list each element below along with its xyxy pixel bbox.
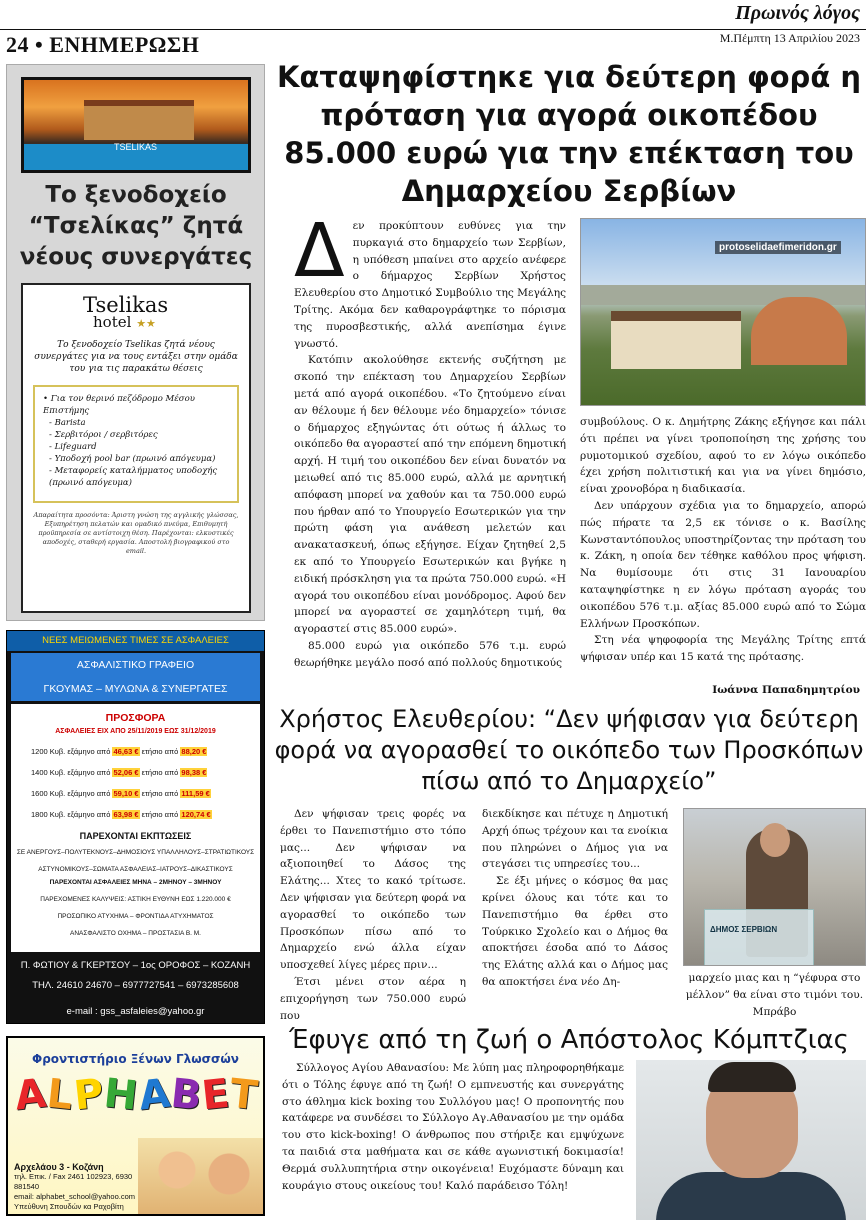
article3-paragraph: Σύλλογος Αγίου Αθανασίου: Με λύπη μας πληροφορηθήκαμε ότι ο Τόλης έφυγε από τη ζωή! Ο εμπνευστής και συνεργάτης στο άθλημα kick boxing του Συλλόγου μας! Ο προπονητής που κατάφερε να συνδέσει το Σύλλογο Αγ.Αθανασίου με την ομάδα του στο kick-boxing! Ο άνθρωπος που στήριξε και εμψύχωνε τα παιδιά στα μαθήματα και σε κάθε αγωνιστική δοκιμασία! Θερμά συλλυπητήρια στην οικογένεια! Ευχόμαστε δύναμη και κουράγιο στους οικείους του! Καλό παράδεισο Τόλη! (282, 1062, 624, 1192)
article1-byline: Ιωάννα Παπαδημητρίου (712, 684, 860, 696)
article2-paragraph: Σε έξι μήνες ο κόσμος θα μας κρίνει όλους και τότε και το Πανεπιστήμιο θα έρθει στο Τούρκικο Σχολείο και ο Δήμος θα αποκτήσει έσοδα από το Δάσος της Ελάτης αλλά και ο Δήμος μας θα αποκτήσει ένα νέο Δη- (482, 875, 668, 988)
hotel-flyer-footer: Απαραίτητα προσόντα: Άριστη γνώση της αγγλικής γλώσσας, Εξυπηρέτηση πελατών και ομαδικό πνεύμα, Επιθυμητή προϋπηρεσία σε αντίστοιχη θέση. Παρέχονται: ελκυστικές αποδοχές, σταθερή εργασία. Αποστολή βιογραφικού στο email. (33, 511, 239, 555)
position-item: - Lifeguard (49, 442, 97, 452)
price-row: 1600 Κυβ. εξάμηνο από 59,10 € ετήσιο από 111,59 € (31, 789, 210, 798)
article2-column-2 (482, 806, 668, 991)
article1-headline: Καταψηφίστηκε για δεύτερη φορά η πρόταση για αγορά οικοπέδου 85.000 ευρώ για την επέκταση του Δημαρχείου Σερβίων (277, 60, 861, 208)
monthly-line: ΠΑΡΕΧΟΝΤΑΙ ΑΣΦΑΛΕΙΕΣ ΜΗΝΑ – 2ΜΗΝΟΥ – 3ΜΗΝΟΥ (49, 879, 222, 886)
article1-paragraph: συμβούλους. Ο κ. Δημήτρης Ζάκης εξήγησε και πάλι ότι πρέπει να γίνει τροποποίηση της χρήσης του ρυμοτομικού σχεδίου, αφού το εν λόγω οικόπεδο έχει χρήση πολιτιστική και για να γίνει δημόσιο, είναι χρονοβόρα η διαδικασία. (580, 416, 866, 496)
article1-paragraph: Δεν υπάρχουν σχέδια για το δημαρχείο, απορώ πώς πήρατε τα 2,5 εκ τόνισε ο κ. Βασίλης Κωνσταντόπουλος υποστηρίζοντας την πρόταση του κ. Ζάκη, η οποία δεν τέθηκε καθόλου προς ψήφιση. Να θυμίσουμε ότι στις 31 Ιανουαρίου καταψηφίστηκε η εν λόγω πρόταση αγοράς του οικοπέδου 576 τ.μ. αξίας 85.000 ευρώ από το Σώμα Ελλήνων Προσκόπων. (580, 499, 866, 630)
insurance-phones: ΤΗΛ. 24610 24670 – 6977727541 – 6973285608 (32, 980, 239, 991)
hotel-photo (21, 77, 251, 173)
article1-paragraph: Κατόπιν ακολούθησε εκτενής συζήτηση με σκοπό την επέκταση του Δημαρχείου Σερβίων μετά από αγορά οικοπέδου. «Το ζητούμενο είναι αν θέλουμε ή δεν θέλουμε νέο δημαρχείο» τόνισε ο δήμαρχος εξηγώντας ότι ούτως ή άλλως το οικόπεδο θα αγοραστεί από την επόμενη δημοτική αρχή. Η τιμή του οικοπέδου δεν είναι δυνατόν να μειωθεί από τις 85.000 ευρώ, αλλά με αρνητική απόφαση μπορεί να χαθούν και τα 750.000 ευρώ που ήρθαν από το Υπουργείο Εσωτερικών για την πρώτη φάση για ανάθεση μελετών και ανακατασκευή, όπως εξήγησε. Είχαν ζητηθεί 2,5 εκ από το Υπουργείο Εσωτερικών και βγήκε η ειδική πρόσκληση για τα πρώτα 750.000 ευρώ. «Η αγορά του οικοπέδου είναι μονόδρομος. Αφού δεν μπορεί να αγοραστεί σε χαμηλότερη τιμή, θα αγοραστεί στις 85.000 ευρώ». (294, 354, 566, 636)
article1-paragraph: Στη νέα ψηφοφορία της Μεγάλης Τρίτης επτά ψήφισαν υπέρ και 15 κατά της πρότασης. (580, 634, 866, 664)
discount-line: ΑΣΤΥΝΟΜΙΚΟΥΣ–ΣΩΜΑΤΑ ΑΣΦΑΛΕΙΑΣ–ΙΑΤΡΟΥΣ–ΔΙΚΑΣΤΙΚΟΥΣ (38, 866, 233, 873)
position-item: - Barista (49, 418, 86, 428)
price-row: 1800 Κυβ. εξάμηνο από 63,98 € ετήσιο από 120,74 € (31, 810, 211, 819)
position-item: • Για τον θερινό πεζόδρομο Μέσου Επιστήμης (43, 394, 195, 416)
star-icon: ★★ (136, 317, 156, 330)
school-title: Φροντιστήριο Ξένων Γλωσσών (32, 1052, 239, 1066)
newspaper-name: Πρωινός λόγος (735, 2, 860, 24)
school-contact: Αρχελάου 3 - Κοζάνη τηλ. Επικ. / Fax 2461 102923, 6930 881540 email: alphabet_school@yahoo.com Υπεύθυνη Σπουδών κα Ραχοβίτη (14, 1162, 136, 1211)
masthead (0, 0, 866, 30)
photo-watermark: protoselidaefimeridon.gr (715, 241, 841, 254)
obituary-portrait (636, 1060, 866, 1220)
insurance-email: e-mail : gss_asfaleies@yahoo.gr (66, 1006, 205, 1017)
price-row: 1400 Κυβ. εξάμηνο από 52,06 € ετήσιο από 98,38 € (31, 768, 207, 777)
hotel-ad-title: Το ξενοδοχείο “Τσελίκας” ζητά νέους συνεργάτες (19, 182, 253, 270)
position-item: - Σερβιτόροι / σερβιτόρες (49, 430, 158, 440)
article2-photo-caption: μαρχείο μιας και η “γέφυρα στο μέλλον” θα είναι στο τιμόνι του. Μπράβο (685, 972, 864, 1018)
discounts-title: ΠΑΡΕΧΟΝΤΑΙ ΕΚΠΤΩΣΕΙΣ (79, 831, 192, 841)
hotel-ad (6, 64, 265, 621)
article2-paragraph: Δεν ψήφισαν τρεις φορές να έρθει το Πανεπιστήμιο στο τόπο μας... Δεν ψήφισαν να αξιοποιηθεί το Δάσος της Ελάτης... Χτες το κακό τρίτωσε. Δεν ψήφισαν για δεύτερη φορά να αγορασθεί το οικόπεδο των Προσκόπων πίσω από το Δημαρχείο ενώ άλλα είχαν υποσχεθεί λίγες μέρες πριν... (280, 808, 466, 972)
hotel-logo: Tselikas (83, 293, 169, 317)
hotel-logo-sub: hotel ★★ (93, 313, 156, 331)
hotel-flyer (21, 283, 251, 613)
article2-paragraph: Έτσι μένει στον αέρα η επιχορήγηση των 750.000 ευρώ που (280, 975, 466, 1022)
language-school-ad (6, 1036, 265, 1216)
article2-headline: Χρήστος Ελευθερίου: “Δεν ψήφισαν για δεύτερη φορά να αγορασθεί το οικόπεδο των Προσκόπων πίσω από το Δημαρχείο” (274, 705, 864, 795)
article3-body (282, 1060, 624, 1194)
podium-label: ΔΗΜΟΣ ΣΕΡΒΙΩΝ (710, 925, 778, 934)
offer-title: ΠΡΟΣΦΟΡΑ (105, 712, 166, 724)
hotel-flyer-intro: Το ξενοδοχείο Tselikas ζητά νέους συνεργάτες για να τους εντάξει στην ομάδα του για τις παρακάτω θέσεις (34, 340, 238, 374)
insurance-banner: ΝΕΕΣ ΜΕΙΩΜΕΝΕΣ ΤΙΜΕΣ ΣΕ ΑΣΦΑΛΕΙΕΣ (7, 631, 264, 651)
position-item: - Μεταφορείς καταλήμματος υποδοχής (πρωινό απόγευμα) (49, 466, 218, 488)
hotel-positions-box (33, 385, 239, 503)
coverage-line: ΠΡΟΣΩΠΙΚΟ ΑΤΥΧΗΜΑ – ΦΡΟΝΤΙΔΑ ΑΤΥΧΗΜΑΤΟΣ (57, 913, 214, 920)
insurance-ad (6, 630, 265, 1024)
children-photo (138, 1138, 265, 1216)
school-brand-logo: ALPHABET (12, 1070, 262, 1120)
price-row: 1200 Κυβ. εξάμηνο από 46,63 € ετήσιο από 88,20 € (31, 747, 207, 756)
insurance-offer-panel (11, 704, 260, 952)
insurance-contact (7, 956, 264, 1022)
article2-photo (683, 808, 866, 966)
article1-dropcap: Δ (294, 208, 345, 294)
issue-date: Μ.Πέμπτη 13 Απριλίου 2023 (719, 31, 860, 45)
hotel-photo-caption: TSELIKAS (114, 142, 158, 152)
article1-paragraph: 85.000 ευρώ για οικόπεδο 576 τ.μ. ευρώ θεωρήθηκε μεγάλο ποσό από πολλούς δημοτικούς (294, 639, 566, 669)
offer-dates: ΑΣΦΑΛΕΙΕΣ ΕΙΧ ΑΠΟ 25/11/2019 ΕΩΣ 31/12/2019 (55, 728, 216, 735)
insurance-header: ΑΣΦΑΛΙΣΤΙΚΟ ΓΡΑΦΕΙΟ ΓΚΟΥΜΑΣ – ΜΥΛΩΝΑ & ΣΥΝΕΡΓΑΤΕΣ (11, 653, 260, 701)
article1-paragraph: εν προκύπτουν ευθύνες για την πυρκαγιά στο δημαρχείο των Σερβίων, η υπόθεση μπαίνει στο αρχείο ανέφερε ο δήμαρχος Σερβίων Χρήστος Ελευθερίου στο Δημοτικό Συμβούλιο της Μεγάλης Τρίτης. Ακόμα δεν καθαρογράφτηκε το πόρισμα της πυροσβεστικής, αλλά ανεπίσημα έγινε γνωστό. (294, 220, 566, 350)
insurance-address: Π. ΦΩΤΙΟΥ & ΓΚΕΡΤΣΟΥ – 1ος ΟΡΟΦΟΣ – ΚΟΖΑΝΗ (20, 960, 251, 971)
coverage-line: ΠΑΡΕΧΟΜΕΝΕΣ ΚΑΛΥΨΕΙΣ: ΑΣΤΙΚΗ ΕΥΘΥΝΗ ΕΩΣ 1.220.000 € (40, 896, 231, 903)
article1-column-1 (294, 208, 566, 672)
article1-photo (580, 218, 866, 406)
article1-column-2 (580, 414, 866, 666)
discount-line: ΣΕ ΑΝΕΡΓΟΥΣ–ΠΟΛΥΤΕΚΝΟΥΣ–ΔΗΜΟΣΙΟΥΣ ΥΠΑΛΛΗΛΟΥΣ–ΣΤΡΑΤΙΩΤΙΚΟΥΣ (16, 849, 255, 856)
price-list (31, 741, 260, 825)
article2-column-1 (280, 806, 466, 1024)
page-section: 24 • ΕΝΗΜΕΡΩΣΗ (6, 32, 200, 57)
coverage-line: ΑΝΑΣΦΑΛΙΣΤΟ ΟΧΗΜΑ – ΠΡΟΣΤΑΣΙΑ Β. Μ. (69, 930, 201, 937)
article2-paragraph: διεκδίκησε και πέτυχε η Δημοτική Αρχή όπως τρέχουν και τα ενοίκια που πληρώνει ο Δήμος για να στεγάσει τις υπηρεσίες του... (482, 808, 668, 871)
position-item: - Υποδοχή pool bar (πρωινό απόγευμα) (49, 454, 216, 464)
article3-headline: Έφυγε από τη ζωή ο Απόστολος Κόμπτζιας (289, 1025, 849, 1055)
